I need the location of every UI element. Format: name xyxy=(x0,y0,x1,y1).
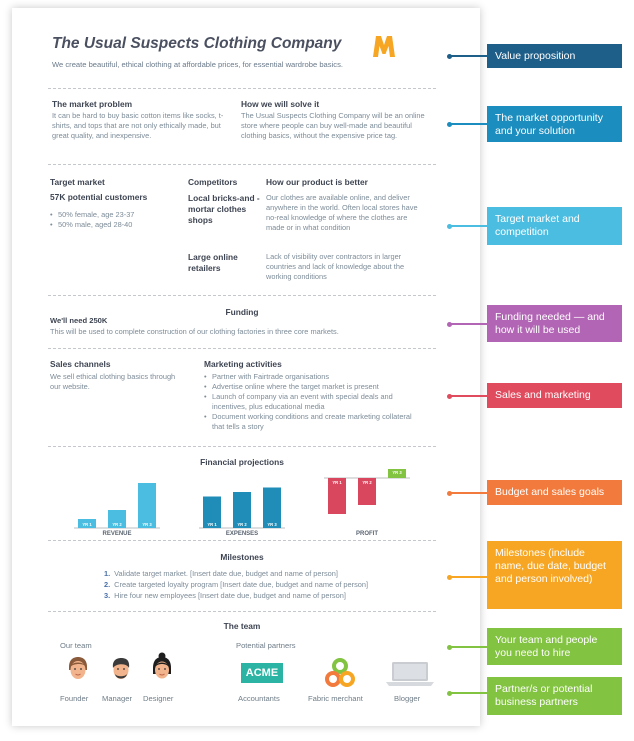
partners-label: Potential partners xyxy=(236,641,296,650)
designer-avatar xyxy=(150,652,174,682)
funding-text: This will be used to complete construction of our clothing factories in three core markets. xyxy=(50,327,339,336)
funding-amount: We'll need 250K xyxy=(50,316,108,325)
chart-tick-label: YR 3 xyxy=(142,522,152,527)
annotation-box: Sales and marketing xyxy=(487,383,622,408)
competitor-name: Local bricks-and -mortar clothes shops xyxy=(188,193,260,225)
milestone-number: 3. xyxy=(104,591,111,600)
divider xyxy=(48,164,436,165)
milestone-list xyxy=(104,568,368,601)
marketing-heading: Marketing activities xyxy=(204,359,282,369)
business-plan-page xyxy=(12,8,480,726)
chart-tick-label: YR 3 xyxy=(267,522,277,527)
company-logo-icon xyxy=(370,32,398,60)
competitor-text: Lack of visibility over contractors in larger countries and lack of knowledge about the working conditions xyxy=(266,252,405,281)
financial-heading: Financial projections xyxy=(200,457,284,467)
chart-tick-label: YR 1 xyxy=(332,480,342,485)
chart-tick-label: YR 1 xyxy=(207,522,217,527)
list-item: • 50% male, aged 28-40 xyxy=(50,220,180,230)
chart-tick-label: YR 2 xyxy=(362,480,372,485)
solution-text: The Usual Suspects Clothing Company will be an online store where people can buy well-made and beautiful clothing basics, without the expensive price tag. xyxy=(241,111,425,140)
partner-label: Blogger xyxy=(394,694,421,703)
connector-line xyxy=(450,492,487,494)
chart-tick-label: YR 3 xyxy=(392,470,402,475)
chart-tick-label: YR 2 xyxy=(237,522,247,527)
competitor-name: Large online retailers xyxy=(188,252,238,273)
better-heading: How our product is better xyxy=(266,177,368,187)
connector-line xyxy=(450,692,487,694)
connector-line xyxy=(450,576,487,578)
chart-axis-label: EXPENSES xyxy=(225,531,259,536)
divider xyxy=(48,611,436,612)
divider xyxy=(48,446,436,447)
target-bullets xyxy=(50,210,180,230)
annotation-box: Funding needed — and how it will be used xyxy=(487,305,622,342)
connector-line xyxy=(450,395,487,397)
manager-avatar xyxy=(109,656,133,682)
acme-logo: ACME xyxy=(241,663,283,683)
annotation-box: Milestones (include name, due date, budget and person involved) xyxy=(487,541,622,609)
chart-tick-label: YR 2 xyxy=(112,522,122,527)
partner-label: Accountants xyxy=(238,694,280,703)
chart-axis-label: REVENUE xyxy=(102,531,132,536)
problem-text: It can be hard to buy basic cotton items like socks, t-shirts, and tops that are not only ethically made, but great quality, and inexpensive. xyxy=(52,111,224,140)
list-item xyxy=(104,579,368,590)
competitors-heading: Competitors xyxy=(188,177,238,187)
milestone-text: Create targeted loyalty program [Insert date due, budget and name of person] xyxy=(114,580,369,589)
tagline: We create beautiful, ethical clothing at affordable prices, for essential wardrobe basics. xyxy=(52,60,343,69)
divider xyxy=(48,348,436,349)
member-label: Designer xyxy=(143,694,174,703)
milestone-text: Validate target market. [Insert date due, budget and name of person] xyxy=(114,569,338,578)
list-item: • Document working conditions and create marketing collateral that tells a story xyxy=(204,412,426,432)
divider xyxy=(48,295,436,296)
list-item: • Launch of company via an event with special deals and incentives, plus educational media xyxy=(204,392,426,412)
connector-line xyxy=(450,123,487,125)
founder-avatar xyxy=(66,656,90,682)
connector-line xyxy=(450,225,487,227)
list-item: • 50% female, age 23-37 xyxy=(50,210,180,220)
list-item: • Partner with Fairtrade organisations xyxy=(204,372,426,382)
target-heading: Target market xyxy=(50,177,105,187)
company-title: The Usual Suspects Clothing Company xyxy=(52,35,342,52)
milestone-number: 1. xyxy=(104,569,111,578)
team-heading: The team xyxy=(223,621,261,631)
milestones-heading: Milestones xyxy=(220,552,264,562)
divider xyxy=(48,540,436,541)
connector-line xyxy=(450,646,487,648)
milestone-number: 2. xyxy=(104,580,111,589)
member-label: Founder xyxy=(60,694,89,703)
chart-axis-label: PROFIT xyxy=(356,531,378,536)
our-team-label: Our team xyxy=(60,641,92,650)
milestone-text: Hire four new employees [Insert date due, budget and name of person] xyxy=(114,591,346,600)
funding-heading: Funding xyxy=(225,307,259,317)
financial-charts xyxy=(48,466,436,536)
chart-tick-label: YR 1 xyxy=(82,522,92,527)
divider xyxy=(48,88,436,89)
marketing-bullets xyxy=(204,372,426,432)
annotation-box: Budget and sales goals xyxy=(487,480,622,505)
annotation-box: Value proposition xyxy=(487,44,622,68)
sales-heading: Sales channels xyxy=(50,359,111,369)
list-item: • Advertise online where the target market is present xyxy=(204,382,426,392)
list-item xyxy=(104,590,368,601)
member-label: Manager xyxy=(102,694,132,703)
annotation-box: Partner/s or potential business partners xyxy=(487,677,622,715)
annotation-box: Target market and competition xyxy=(487,207,622,245)
annotation-box: The market opportunity and your solution xyxy=(487,106,622,142)
laptop-icon xyxy=(384,661,436,687)
problem-heading: The market problem xyxy=(52,99,133,109)
connector-line xyxy=(450,55,487,57)
target-highlight: 57K potential customers xyxy=(50,192,148,202)
competitor-text: Our clothes are available online, and deliver anywhere in the world. Often local stores have no-real knowledge of where the clothes are made or in what condition xyxy=(266,193,418,232)
solution-heading: How we will solve it xyxy=(241,99,320,109)
partner-label: Fabric merchant xyxy=(308,694,363,703)
list-item xyxy=(104,568,368,579)
sales-text: We sell ethical clothing basics through our website. xyxy=(50,372,176,391)
connector-line xyxy=(450,323,487,325)
fabric-merchant-logo-icon xyxy=(324,657,356,689)
annotation-box: Your team and people you need to hire xyxy=(487,628,622,665)
